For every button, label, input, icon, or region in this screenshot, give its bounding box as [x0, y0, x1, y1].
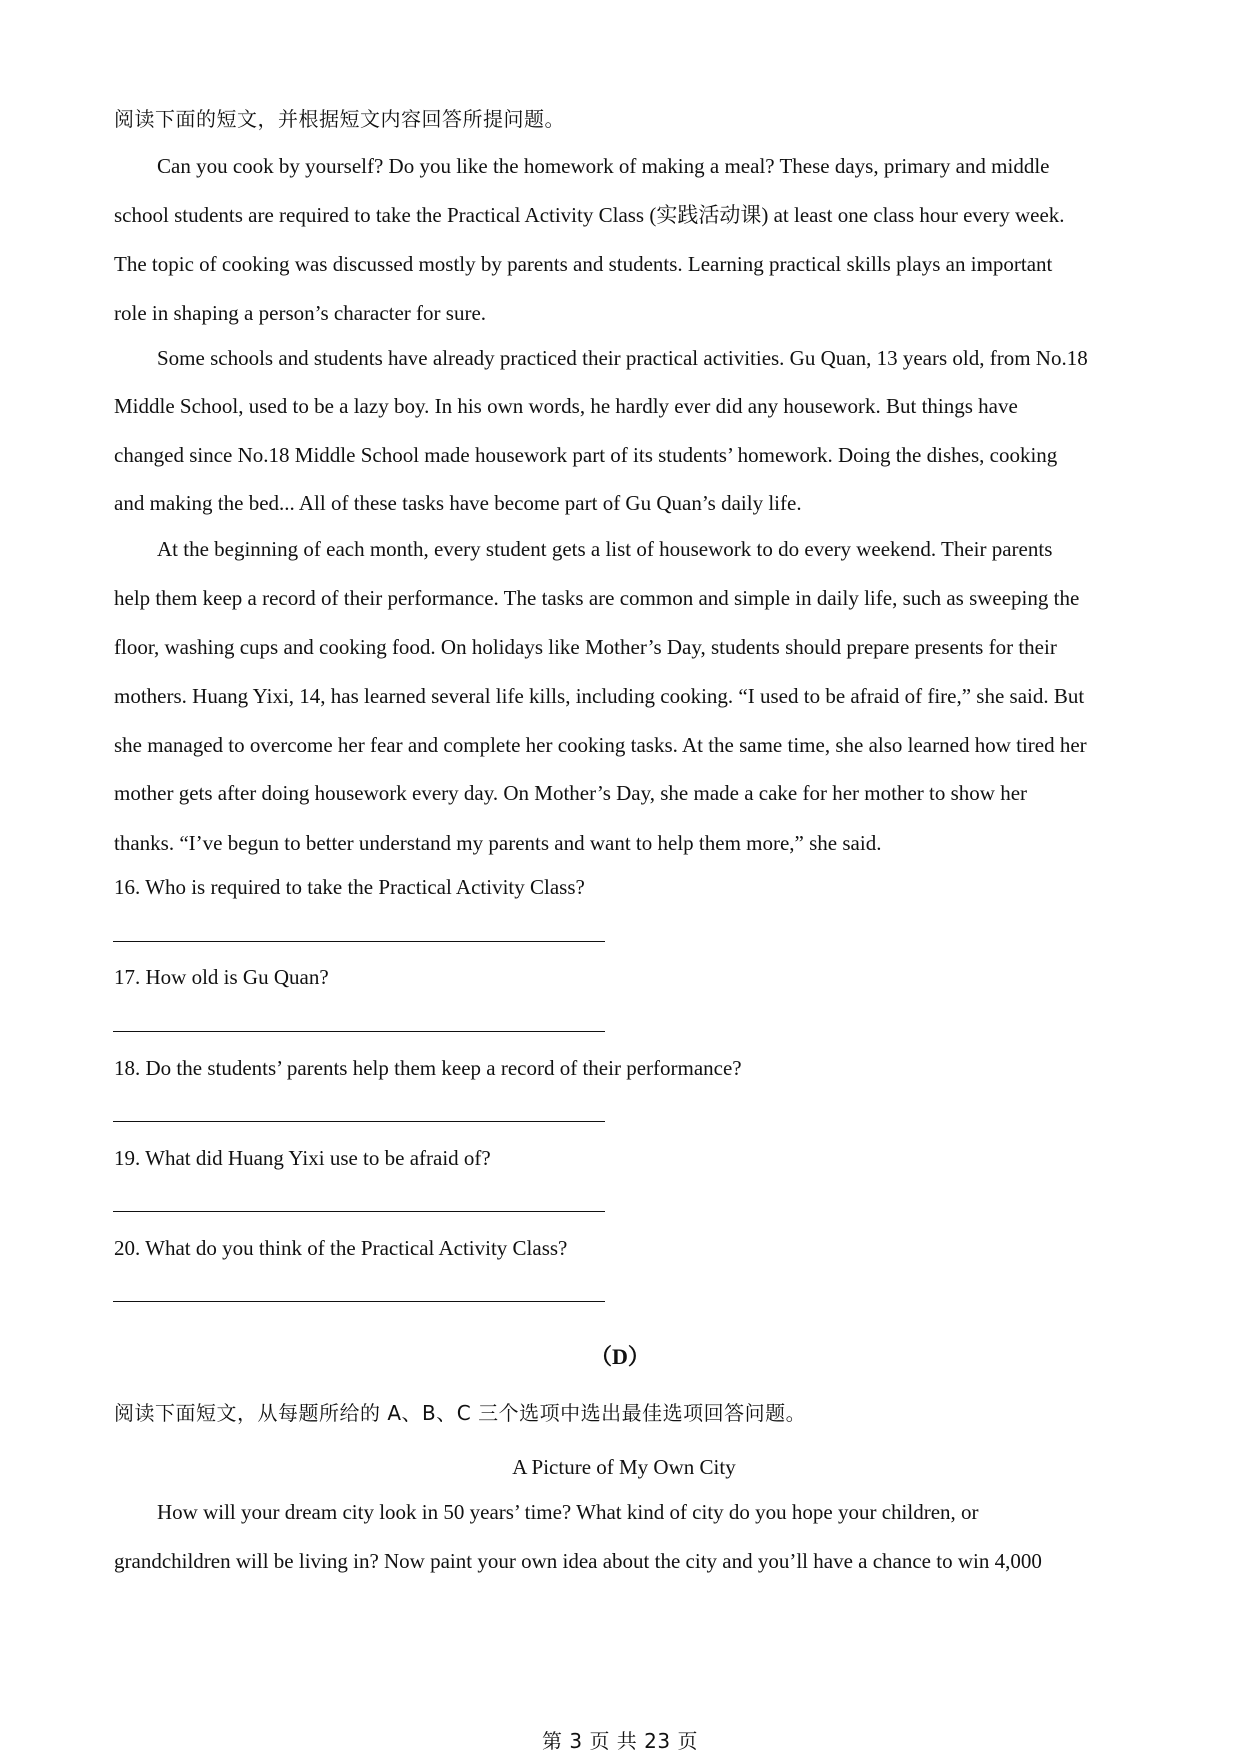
- paragraph-line: changed since No.18 Middle School made housework part of its students’ homework. Doing the dishes, cooking: [114, 443, 1058, 467]
- answer-blank-17[interactable]: [113, 1031, 605, 1032]
- question-text: 18. Do the students’ parents help them keep a record of their performance?: [114, 1056, 742, 1080]
- paragraph-line: thanks. “I’ve begun to better understand my parents and want to help them more,” she said.: [114, 831, 882, 855]
- answer-blank-16[interactable]: [113, 941, 605, 942]
- answer-blank-19[interactable]: [113, 1211, 605, 1212]
- answer-blank-18[interactable]: [113, 1121, 605, 1122]
- paragraph-line: mothers. Huang Yixi, 14, has learned several life kills, including cooking. “I used to be afraid of fire,” she said. But: [114, 684, 1085, 708]
- question-text: 20. What do you think of the Practical Activity Class?: [114, 1236, 568, 1260]
- section-label-d: （D）: [590, 1344, 650, 1369]
- question-text: 17. How old is Gu Quan?: [114, 965, 329, 989]
- question-text: 16. Who is required to take the Practical Activity Class?: [114, 875, 585, 899]
- answer-blank-20[interactable]: [113, 1301, 605, 1302]
- passage-c-instruction: 阅读下面的短文，并根据短文内容回答所提问题。: [114, 107, 565, 131]
- paragraph-line: Can you cook by yourself? Do you like the homework of making a meal? These days, primary and middle: [157, 154, 1050, 178]
- passage-d-title: A Picture of My Own City: [512, 1455, 736, 1479]
- paragraph-line: Middle School, used to be a lazy boy. In his own words, he hardly ever did any housework. But things have: [114, 394, 1018, 418]
- page-number-footer: 第 3 页 共 23 页: [542, 1729, 698, 1753]
- paragraph-line: Some schools and students have already practiced their practical activities. Gu Quan, 13 years old, from No.18: [157, 346, 1088, 370]
- paragraph-line: help them keep a record of their performance. The tasks are common and simple in daily life, such as sweeping the: [114, 586, 1080, 610]
- paragraph-line: school students are required to take the Practical Activity Class (实践活动课) at least one class hour every week.: [114, 203, 1065, 227]
- passage-d-instruction: 阅读下面短文，从每题所给的 A、B、C 三个选项中选出最佳选项回答问题。: [114, 1401, 807, 1425]
- paragraph-line: At the beginning of each month, every student gets a list of housework to do every weekend. Their parents: [157, 537, 1053, 561]
- paragraph-line: she managed to overcome her fear and complete her cooking tasks. At the same time, she also learned how tired her: [114, 733, 1087, 757]
- paragraph-line: The topic of cooking was discussed mostly by parents and students. Learning practical skills plays an important: [114, 252, 1053, 276]
- paragraph-line: role in shaping a person’s character for sure.: [114, 301, 487, 325]
- paragraph-line: grandchildren will be living in? Now paint your own idea about the city and you’ll have a chance to win 4,000: [114, 1549, 1042, 1573]
- paragraph-line: mother gets after doing housework every day. On Mother’s Day, she made a cake for her mother to show her: [114, 781, 1028, 805]
- paragraph-line: and making the bed... All of these tasks have become part of Gu Quan’s daily life.: [114, 491, 802, 515]
- paragraph-line: How will your dream city look in 50 years’ time? What kind of city do you hope your children, or: [157, 1500, 979, 1524]
- paragraph-line: floor, washing cups and cooking food. On holidays like Mother’s Day, students should prepare presents for their: [114, 635, 1057, 659]
- question-text: 19. What did Huang Yixi use to be afraid of?: [114, 1146, 491, 1170]
